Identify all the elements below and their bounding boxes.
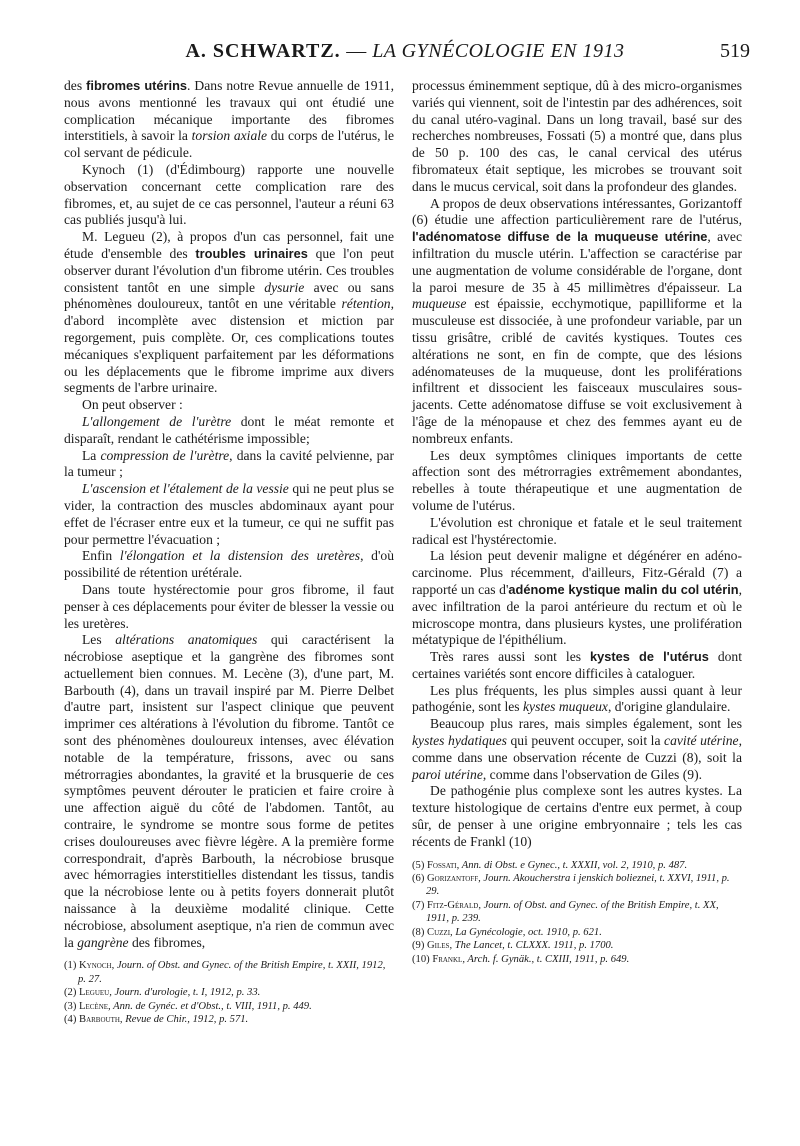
paragraph: A propos de deux observations intéressantes, Gorizantoff (6) étudie une affection particulièrement rare de l'utérus, l'adénomatose diffuse de la muqueuse utérine, avec infiltration du muscle utérin. L'affection se caractérise par une augmentation de volume considérable de l'organe, dont la paroi mesure de 35 à 45 millimètres d'épaisseur. La muqueuse est épaissie, ecchymotique, papilliforme et la musculeuse est dissociée, à une profondeur variable, par un tissu grisâtre, criblé de cavités kystiques. Toutes ces altérations ne sont, en fin de compte, que des lésions adénomateuses de la muqueuse, dont les proliférations infiltrent et dissocient les faisceaux musculaires sous-jacents. Cette adénomatose diffuse se voit exclusivement à l'âge de la ménopause et chez des femmes ayant eu de nombreux enfants. — [412, 195, 742, 446]
paragraph: Beaucoup plus rares, mais simples également, sont les kystes hydatiques qui peuvent occuper, soit la cavité utérine, comme dans une observation récente de Cuzzi (8), soit la paroi utérine, comme dans l'observation de Giles (9). — [412, 716, 742, 782]
paragraph: On peut observer : — [82, 397, 183, 413]
paragraph: Dans toute hystérectomie pour gros fibrome, il faut penser à ces déplacements pour éviter de blesser la vessie ou les uretères. — [64, 581, 394, 631]
paragraph: La lésion peut devenir maligne et dégénérer en adéno-carcinome. Plus récemment, d'ailleurs, Fitz-Gérald (7) a rapporté un cas d'adénome kystique malin du col utérin, avec infiltration de la paroi antérieure du rectum et où le microscope montra, dans plusieurs kystes, une prolifération métatypique de l'épithélium. — [412, 548, 742, 648]
footnote: (5) Fossati, Ann. di Obst. e Gynec., t. XXXII, vol. 2, 1910, p. 487. — [412, 859, 688, 871]
paragraph: processus éminemment septique, dû à des micro-organismes variés qui viennent, soit de l'intestin par des adhérences, soit du canal utéro-vaginal. Dans un long travail, basé sur des recherches nombreuses, Fossati (5) a montré que, dans plus de 50 p. 100 des cas, le canal cervical des utérus fibromateux était septique, les microbes se trouvant soit dans le mucus cervical, soit dans la profondeur des glandes. — [412, 78, 742, 194]
paragraph: Les altérations anatomiques qui caractérisent la nécrobiose aseptique et la gangrène des fibromes sont actuellement bien connues. M. Lecène (3), d'une part, M. Barbouth (4), dans un travail inspiré par M. Pierre Delbet d'autre part, insistent sur l'aspect clinique que peuvent imprimer ces altérations à l'évolution du fibrome. Tantôt ce sont des phénomènes douloureux intenses, avec élévation notable de la température, frissons, avec ou sans métrorragies abondantes, la gravité et la brusquerie de ces symptômes peuvent dérouter le praticien et faire croire à une affection aiguë du côté de l'abdomen. Tantôt, au contraire, le syndrome se montre sous forme de petites crises douloureuses avec fièvre légère. A la première forme correspondrait, d'après Barbouth, la nécrobiose brusque avec hémorragies interstitielles distendant les tissus, tandis que la nécrobiose lente ou à petits foyers donnerait plutôt naissance à la deuxième modalité clinique. Cette nécrobiose, absolument aseptique, n'a rien de commun avec la gangrène des fibromes, — [64, 632, 394, 950]
paragraph: La compression de l'urètre, dans la cavité pelvienne, par la tumeur ; — [64, 447, 394, 480]
paragraph: L'ascension et l'étalement de la vessie qui ne peut plus se vider, la contraction des muscles abdominaux ayant pour effet de l'écraser entre eux et la tumeur, ce qui ne suffit pas pour permettre l'évacuation ; — [64, 481, 394, 547]
work-title: LA GYNÉCOLOGIE EN 1913 — [372, 40, 625, 62]
paragraph: L'allongement de l'urètre dont le méat remonte et disparaît, rendant le cathétérisme impossible; — [64, 413, 394, 446]
footnote: (10) Frankl, Arch. f. Gynäk., t. CXIII, 1911, p. 649. — [412, 953, 630, 965]
page-number: 519 — [720, 40, 750, 62]
running-header — [60, 40, 750, 74]
paragraph: L'évolution est chronique et fatale et le seul traitement radical est l'hystérectomie. — [412, 514, 742, 547]
footnote: (1) Kynoch, Journ. of Obst. and Gynec. of the British Empire, t. XXII, 1912, p. 27. — [64, 960, 386, 985]
footnote: (2) Legueu, Journ. d'urologie, t. I, 1912, p. 33. — [64, 987, 261, 999]
paragraph: Enfin l'élongation et la distension des uretères, d'où possibilité de rétention urétérale. — [64, 548, 394, 581]
footnote: (6) Gorizantoff, Journ. Akoucherstra i jenskich bolieznei, t. XXVI, 1911, p. 29. — [412, 873, 730, 898]
paragraph: Les deux symptômes cliniques importants de cette affection sont des métrorragies extrêmement abondantes, rebelles à toute thérapeutique et une augmentation de volume de l'utérus. — [412, 447, 742, 513]
footnote: (7) Fitz-Gérald, Journ. of Obst. and Gynec. of the British Empire, t. XX, 1911, p. 239. — [412, 899, 719, 925]
paragraph: De pathogénie plus complexe sont les autres kystes. La texture histologique de certains d'entre eux permet, à coup sûr, de penser à une origine embryonnaire ; tels les cas récents de Frankl (10) — [412, 783, 742, 849]
paragraph: Les plus fréquents, les plus simples aussi quant à leur pathogénie, sont les kystes muqueux, d'origine glandulaire. — [412, 682, 742, 715]
footnotes — [64, 959, 394, 1026]
paragraph: des fibromes utérins. Dans notre Revue annuelle de 1911, nous avons mentionné les travaux qui ont étudié une complication mécanique importante des fibromes interstitiels, à savoir la torsion axiale du corps de l'utérus, le col servant de pédicule. — [64, 78, 395, 161]
running-title — [60, 40, 750, 63]
paragraph: Kynoch (1) (d'Édimbourg) rapporte une nouvelle observation concernant cette complication rare des fibromes, et, au sujet de ce cas personnel, l'auteur a réuni 63 cas publiés jusqu'à lui. — [64, 161, 394, 228]
paragraph: Très rares aussi sont les kystes de l'utérus dont certaines variétés sont encore difficiles à cataloguer. — [412, 649, 742, 681]
title-separator: — — [346, 40, 367, 62]
left-column — [64, 78, 394, 1026]
footnote: (8) Cuzzi, La Gynécologie, oct. 1910, p. 621. — [412, 926, 602, 938]
footnote: (4) Barbouth, Revue de Chir., 1912, p. 571. — [64, 1014, 249, 1026]
footnotes — [412, 859, 742, 966]
author-name: A. SCHWARTZ. — [185, 40, 341, 62]
footnote: (9) Giles, The Lancet, t. CLXXX. 1911, p. 1700. — [412, 940, 614, 952]
footnote: (3) Lecène, Ann. de Gynéc. et d'Obst., t. VIII, 1911, p. 449. — [64, 1000, 312, 1012]
paragraph: M. Legueu (2), à propos d'un cas personnel, fait une étude d'ensemble des troubles urinaires que l'on peut observer durant l'évolution d'un fibrome utérin. Ces troubles consistent tantôt en une simple dysurie avec ou sans phénomènes douloureux, tantôt en une véritable rétention, d'abord incomplète avec distension et miction par regorgement, puis complète. Or, ces complications toutes mécaniques s'expliquent parfaitement par les déformations ou les déplacements que le fibrome imprime aux divers segments de l'arbre urinaire. — [64, 229, 394, 396]
right-column — [412, 78, 742, 966]
